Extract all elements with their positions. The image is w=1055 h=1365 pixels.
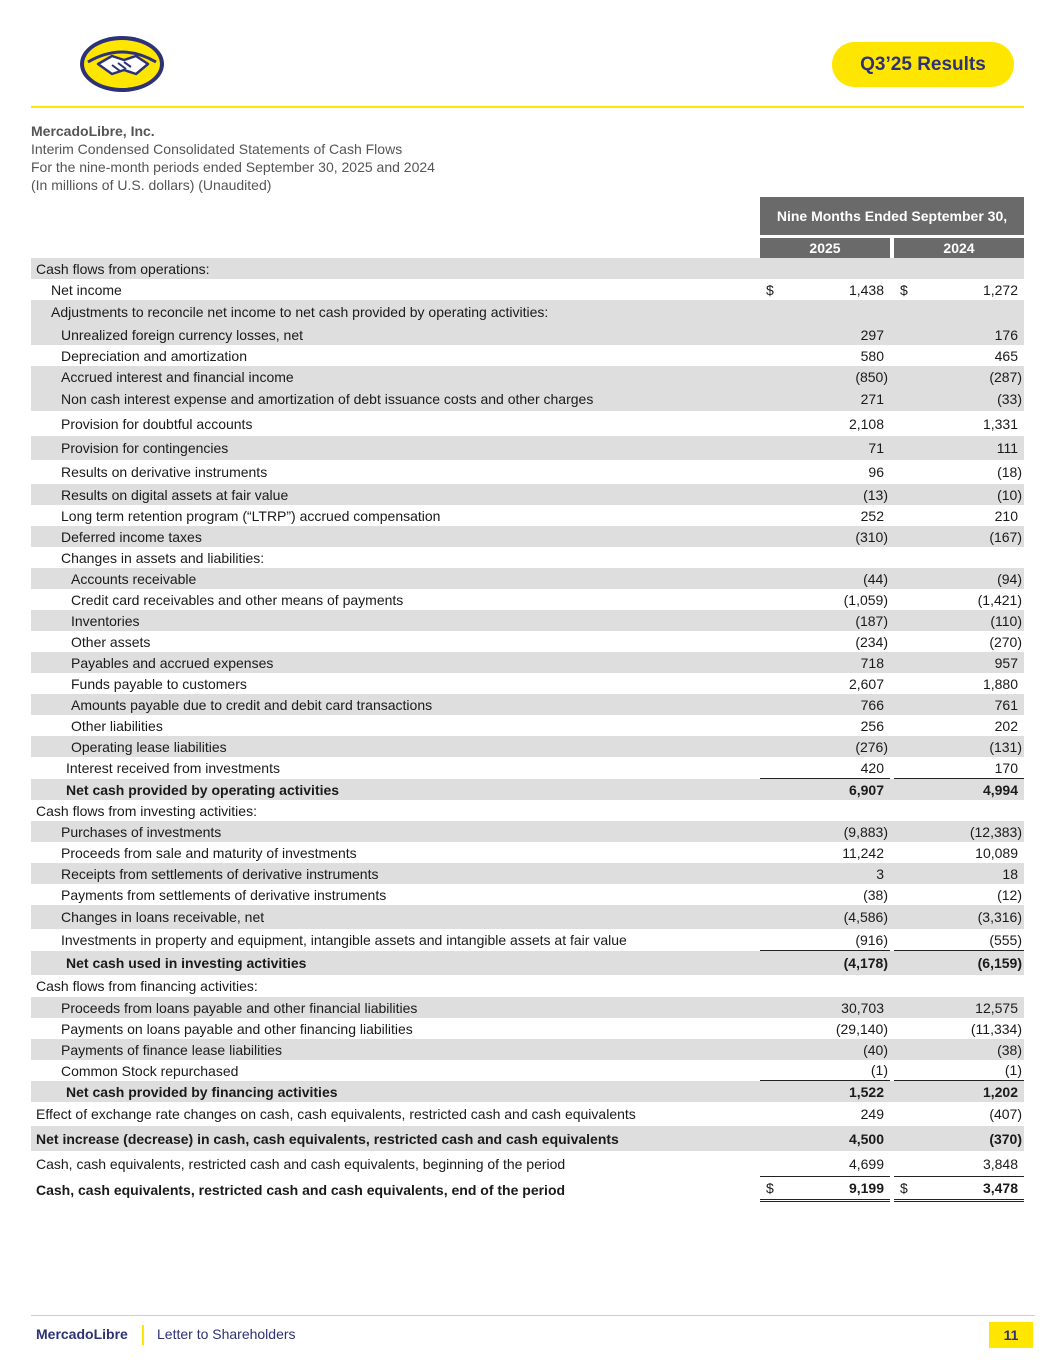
- cell-value: 580: [860, 347, 884, 364]
- table-row: [31, 694, 1024, 715]
- cell-value: 96: [868, 464, 884, 480]
- value-cell-2024: [894, 842, 1024, 863]
- table-row: [31, 547, 1024, 568]
- table-row: [31, 929, 1024, 951]
- value-cell-2025: [760, 1151, 890, 1177]
- row-label: Interest received from investments: [66, 760, 280, 776]
- cell-value: 10,089: [975, 844, 1018, 861]
- cell-value: 12,575: [975, 999, 1018, 1016]
- row-label: Unrealized foreign currency losses, net: [61, 326, 304, 343]
- statement-units: (In millions of U.S. dollars) (Unaudited): [31, 177, 272, 193]
- value-cell-2024: [894, 779, 1024, 800]
- row-label: Proceeds from loans payable and other financial liabilities: [61, 999, 418, 1016]
- table-row: [31, 526, 1024, 547]
- value-cell-2024: [894, 951, 1024, 975]
- table-row: [31, 884, 1024, 905]
- value-cell-2025: [760, 652, 890, 673]
- table-row: [31, 1102, 1024, 1126]
- mercadolibre-logo: [78, 34, 166, 94]
- cell-value: 11,242: [842, 844, 884, 861]
- value-cell-2025: [760, 345, 890, 366]
- table-row: [31, 800, 1024, 821]
- cell-value: 252: [860, 507, 884, 524]
- value-cell-2025: [760, 547, 890, 568]
- value-cell-2024: [894, 324, 1024, 345]
- value-cell-2024: [894, 884, 1024, 905]
- table-row: [31, 1177, 1024, 1202]
- value-cell-2024: [894, 929, 1024, 951]
- value-cell-2024: [894, 757, 1024, 779]
- value-cell-2025: [760, 951, 890, 975]
- value-cell-2024: [894, 460, 1024, 484]
- cell-value: 18: [1002, 865, 1018, 882]
- table-row: [31, 460, 1024, 484]
- row-label: Receipts from settlements of derivative instruments: [61, 865, 379, 882]
- value-cell-2025: [760, 1018, 890, 1039]
- cell-value: 170: [994, 759, 1018, 776]
- cell-value: 761: [994, 696, 1018, 713]
- row-label: Non cash interest expense and amortization of debt issuance costs and other charges: [61, 391, 594, 407]
- value-cell-2025: [760, 631, 890, 652]
- cell-value: 4,994: [982, 781, 1018, 798]
- value-cell-2025: [760, 526, 890, 547]
- row-label: Funds payable to customers: [71, 675, 247, 692]
- value-cell-2025: [760, 779, 890, 800]
- table-row: [31, 300, 1024, 324]
- row-label: Net increase (decrease) in cash, cash equivalents, restricted cash and cash equivalents: [36, 1130, 619, 1147]
- row-label: Amounts payable due to credit and debit card transactions: [71, 696, 433, 713]
- statement-title: Interim Condensed Consolidated Statements of Cash Flows: [31, 141, 403, 157]
- cell-value: 202: [994, 717, 1018, 734]
- value-cell-2025: [760, 929, 890, 951]
- table-row: [31, 1151, 1024, 1177]
- value-cell-2025: [760, 842, 890, 863]
- cell-value: (131): [989, 738, 1022, 755]
- table-row: [31, 436, 1024, 460]
- row-label: Payments of finance lease liabilities: [61, 1041, 283, 1058]
- table-row: [31, 757, 1024, 779]
- currency-symbol: $: [900, 281, 908, 298]
- table-row: [31, 589, 1024, 610]
- table-row: [31, 1039, 1024, 1060]
- cell-value: 1,880: [982, 675, 1018, 692]
- value-cell-2024: [894, 589, 1024, 610]
- table-row: [31, 1018, 1024, 1039]
- table-row: [31, 863, 1024, 884]
- cell-value: 2,108: [848, 415, 884, 432]
- row-label: Accrued interest and financial income: [61, 368, 294, 385]
- value-cell-2025: [760, 460, 890, 484]
- table-row: [31, 975, 1024, 997]
- cell-value: 71: [868, 440, 884, 456]
- footer-document-title: Letter to Shareholders: [157, 1326, 296, 1342]
- cell-value: (850): [855, 368, 888, 385]
- cell-value: 4,500: [848, 1130, 884, 1147]
- value-cell-2025: [760, 411, 890, 436]
- row-label: Provision for contingencies: [61, 440, 229, 456]
- table-row: [31, 736, 1024, 757]
- currency-symbol: $: [900, 1180, 908, 1196]
- value-cell-2024: [894, 1081, 1024, 1102]
- value-cell-2024: [894, 673, 1024, 694]
- period-header: Nine Months Ended September 30,: [760, 197, 1024, 235]
- row-label: Cash flows from operations:: [36, 260, 210, 277]
- row-label: Effect of exchange rate changes on cash, cash equivalents, restricted cash and cash equivalents: [36, 1106, 636, 1122]
- cell-value: (555): [989, 931, 1022, 948]
- value-cell-2025: [760, 997, 890, 1018]
- row-label: Purchases of investments: [61, 823, 222, 840]
- row-label: Results on derivative instruments: [61, 464, 268, 480]
- value-cell-2025: [760, 484, 890, 505]
- year-header-2025: 2025: [760, 238, 890, 258]
- value-cell-2025: [760, 300, 890, 324]
- table-row: [31, 568, 1024, 589]
- cell-value: 1,522: [848, 1083, 884, 1100]
- cell-value: (44): [863, 570, 888, 587]
- row-label: Adjustments to reconcile net income to net cash provided by operating activities:: [51, 304, 549, 320]
- table-row: [31, 1081, 1024, 1102]
- value-cell-2024: [894, 821, 1024, 842]
- value-cell-2025: [760, 279, 890, 300]
- table-row: [31, 951, 1024, 975]
- value-cell-2024: [894, 694, 1024, 715]
- table-row: [31, 279, 1024, 300]
- cell-value: (110): [990, 612, 1022, 629]
- cell-value: 176: [994, 326, 1018, 343]
- row-label: Payments from settlements of derivative instruments: [61, 886, 387, 903]
- row-label: Net cash provided by financing activities: [66, 1083, 338, 1100]
- row-label: Long term retention program (“LTRP”) accrued compensation: [61, 507, 441, 524]
- cell-value: (12,383): [969, 823, 1022, 840]
- cell-value: (13): [863, 486, 888, 503]
- footer-brand: MercadoLibre: [36, 1326, 128, 1342]
- value-cell-2024: [894, 411, 1024, 436]
- row-label: Other assets: [71, 633, 151, 650]
- value-cell-2025: [760, 258, 890, 279]
- value-cell-2024: [894, 863, 1024, 884]
- value-cell-2024: [894, 1039, 1024, 1060]
- cell-value: 9,199: [848, 1180, 884, 1196]
- table-row: [31, 842, 1024, 863]
- value-cell-2024: [894, 547, 1024, 568]
- value-cell-2024: [894, 436, 1024, 460]
- value-cell-2025: [760, 975, 890, 997]
- table-row: [31, 387, 1024, 411]
- table-row: [31, 821, 1024, 842]
- value-cell-2025: [760, 366, 890, 387]
- value-cell-2024: [894, 568, 1024, 589]
- cell-value: 718: [860, 654, 884, 671]
- cell-value: (407): [989, 1106, 1022, 1122]
- cell-value: (167): [989, 528, 1022, 545]
- table-row: [31, 715, 1024, 736]
- row-label: Investments in property and equipment, intangible assets and intangible assets at fair value: [61, 932, 627, 948]
- row-label: Changes in assets and liabilities:: [61, 549, 265, 566]
- cell-value: 210: [994, 507, 1018, 524]
- cell-value: 3: [876, 865, 884, 882]
- cell-value: (40): [863, 1041, 888, 1058]
- statement-period: For the nine-month periods ended September 30, 2025 and 2024: [31, 159, 435, 175]
- row-label: Depreciation and amortization: [61, 347, 247, 364]
- table-row: [31, 631, 1024, 652]
- row-label: Results on digital assets at fair value: [61, 486, 289, 503]
- row-label: Proceeds from sale and maturity of investments: [61, 844, 357, 861]
- value-cell-2024: [894, 1018, 1024, 1039]
- value-cell-2024: [894, 1151, 1024, 1177]
- value-cell-2025: [760, 387, 890, 411]
- value-cell-2025: [760, 568, 890, 589]
- cell-value: 256: [860, 717, 884, 734]
- footer-separator: [142, 1325, 144, 1345]
- table-row: [31, 366, 1024, 387]
- cell-value: (1): [1004, 1062, 1022, 1078]
- cell-value: 957: [994, 654, 1018, 671]
- cell-value: (1,421): [977, 591, 1022, 608]
- row-label: Cash, cash equivalents, restricted cash and cash equivalents, beginning of the period: [36, 1156, 566, 1172]
- value-cell-2025: [760, 1102, 890, 1126]
- cell-value: (276): [855, 738, 888, 755]
- row-label: Credit card receivables and other means of payments: [71, 591, 404, 608]
- value-cell-2024: [894, 715, 1024, 736]
- cell-value: (916): [855, 931, 888, 948]
- currency-symbol: $: [766, 1180, 774, 1196]
- value-cell-2024: [894, 366, 1024, 387]
- value-cell-2024: [894, 279, 1024, 300]
- value-cell-2024: [894, 526, 1024, 547]
- cell-value: (370): [989, 1130, 1022, 1147]
- value-cell-2024: [894, 631, 1024, 652]
- quarter-badge: Q3’25 Results: [832, 42, 1014, 87]
- row-label: Net income: [51, 281, 122, 298]
- cell-value: 1,331: [982, 415, 1018, 432]
- row-label: Net cash provided by operating activities: [66, 781, 340, 798]
- value-cell-2025: [760, 505, 890, 526]
- value-cell-2024: [894, 800, 1024, 821]
- row-label: Net cash used in investing activities: [66, 955, 307, 971]
- value-cell-2024: [894, 1126, 1024, 1151]
- cell-value: 297: [860, 326, 884, 343]
- value-cell-2025: [760, 736, 890, 757]
- table-row: [31, 1126, 1024, 1151]
- footer-divider: [31, 1315, 1035, 1316]
- cell-value: 465: [994, 347, 1018, 364]
- row-label: Operating lease liabilities: [71, 738, 227, 755]
- cell-value: 111: [996, 440, 1018, 456]
- row-label: Accounts receivable: [71, 570, 197, 587]
- cell-value: (310): [855, 528, 888, 545]
- row-label: Provision for doubtful accounts: [61, 415, 253, 432]
- cell-value: 766: [860, 696, 884, 713]
- value-cell-2024: [894, 505, 1024, 526]
- value-cell-2024: [894, 975, 1024, 997]
- value-cell-2024: [894, 1060, 1024, 1081]
- table-row: [31, 652, 1024, 673]
- value-cell-2025: [760, 610, 890, 631]
- cell-value: (3,316): [977, 909, 1022, 925]
- table-row: [31, 324, 1024, 345]
- cell-value: (287): [989, 368, 1022, 385]
- table-row: [31, 673, 1024, 694]
- cell-value: 30,703: [841, 999, 884, 1016]
- cell-value: 1,438: [848, 281, 884, 298]
- cell-value: 1,272: [982, 281, 1018, 298]
- cell-value: (6,159): [977, 955, 1022, 971]
- row-label: Payables and accrued expenses: [71, 654, 274, 671]
- table-row: [31, 484, 1024, 505]
- value-cell-2025: [760, 436, 890, 460]
- cash-flow-table: [31, 258, 1024, 1202]
- value-cell-2025: [760, 757, 890, 779]
- row-label: Deferred income taxes: [61, 528, 202, 545]
- currency-symbol: $: [766, 281, 774, 298]
- table-row: [31, 905, 1024, 929]
- value-cell-2024: [894, 997, 1024, 1018]
- table-row: [31, 411, 1024, 436]
- header-divider: [31, 106, 1024, 108]
- cell-value: (1): [870, 1062, 888, 1078]
- value-cell-2025: [760, 800, 890, 821]
- value-cell-2024: [894, 610, 1024, 631]
- value-cell-2025: [760, 884, 890, 905]
- row-label: Changes in loans receivable, net: [61, 909, 265, 925]
- cell-value: (29,140): [835, 1020, 888, 1037]
- value-cell-2024: [894, 258, 1024, 279]
- cell-value: (187): [855, 612, 888, 629]
- table-row: [31, 345, 1024, 366]
- value-cell-2024: [894, 300, 1024, 324]
- value-cell-2025: [760, 694, 890, 715]
- cell-value: (234): [855, 633, 888, 650]
- value-cell-2024: [894, 736, 1024, 757]
- cell-value: 4,699: [848, 1155, 884, 1172]
- cell-value: 249: [860, 1106, 884, 1122]
- table-row: [31, 779, 1024, 800]
- row-label: Common Stock repurchased: [61, 1062, 239, 1079]
- value-cell-2025: [760, 1177, 890, 1202]
- table-row: [31, 610, 1024, 631]
- value-cell-2025: [760, 589, 890, 610]
- year-header-2024: 2024: [894, 238, 1024, 258]
- value-cell-2025: [760, 324, 890, 345]
- cell-value: (12): [997, 886, 1022, 903]
- table-row: [31, 997, 1024, 1018]
- page-number: 11: [989, 1322, 1033, 1348]
- value-cell-2025: [760, 1081, 890, 1102]
- row-label: Inventories: [71, 612, 140, 629]
- value-cell-2025: [760, 1039, 890, 1060]
- cell-value: 420: [860, 759, 884, 776]
- row-label: Cash, cash equivalents, restricted cash and cash equivalents, end of the period: [36, 1181, 566, 1198]
- value-cell-2025: [760, 905, 890, 929]
- cell-value: (9,883): [843, 823, 888, 840]
- cell-value: (10): [997, 486, 1022, 503]
- cell-value: 3,848: [982, 1155, 1018, 1172]
- cell-value: 3,478: [982, 1180, 1018, 1196]
- cell-value: 271: [860, 391, 884, 407]
- row-label: Cash flows from investing activities:: [36, 802, 257, 819]
- value-cell-2024: [894, 905, 1024, 929]
- value-cell-2025: [760, 821, 890, 842]
- cell-value: 1,202: [982, 1083, 1018, 1100]
- cell-value: (270): [989, 633, 1022, 650]
- value-cell-2024: [894, 484, 1024, 505]
- value-cell-2025: [760, 1126, 890, 1151]
- cell-value: (38): [997, 1041, 1022, 1058]
- value-cell-2025: [760, 715, 890, 736]
- cell-value: 6,907: [848, 781, 884, 798]
- row-label: Payments on loans payable and other financing liabilities: [61, 1020, 413, 1037]
- cell-value: (11,334): [970, 1020, 1022, 1037]
- value-cell-2024: [894, 1177, 1024, 1202]
- table-row: [31, 258, 1024, 279]
- table-row: [31, 505, 1024, 526]
- table-row: [31, 1060, 1024, 1081]
- value-cell-2024: [894, 1102, 1024, 1126]
- value-cell-2024: [894, 345, 1024, 366]
- statement-title-block: [31, 122, 435, 194]
- cell-value: (33): [997, 391, 1022, 407]
- company-name: MercadoLibre, Inc.: [31, 123, 155, 139]
- cell-value: (94): [997, 570, 1022, 587]
- row-label: Cash flows from financing activities:: [36, 978, 258, 994]
- value-cell-2025: [760, 863, 890, 884]
- cell-value: (38): [863, 886, 888, 903]
- cell-value: (4,586): [843, 909, 888, 925]
- value-cell-2025: [760, 1060, 890, 1081]
- value-cell-2025: [760, 673, 890, 694]
- cell-value: (4,178): [843, 955, 888, 971]
- cell-value: (1,059): [843, 591, 888, 608]
- cell-value: (18): [997, 464, 1022, 480]
- value-cell-2024: [894, 387, 1024, 411]
- row-label: Other liabilities: [71, 717, 163, 734]
- value-cell-2024: [894, 652, 1024, 673]
- cell-value: 2,607: [848, 675, 884, 692]
